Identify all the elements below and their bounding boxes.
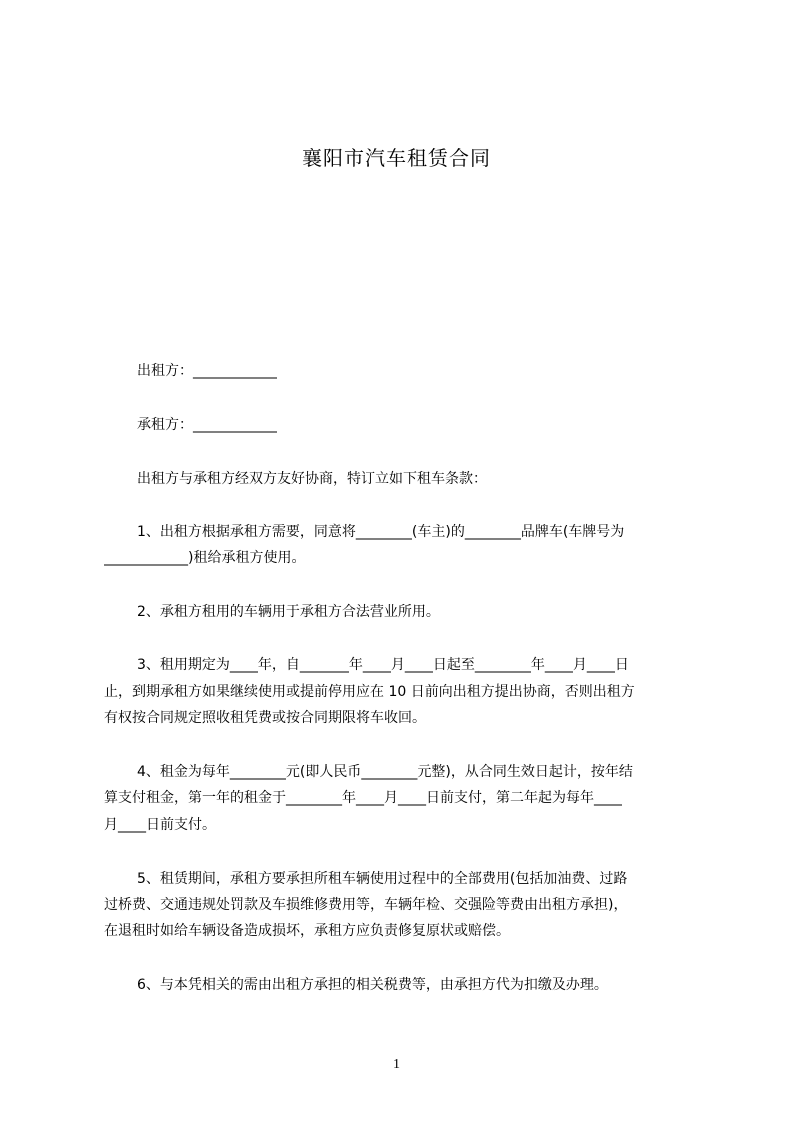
clause-6-line-1: 6、与本凭相关的需由出租方承担的相关税费等，由承担方代为扣缴及办理。 xyxy=(137,977,608,993)
lessee-line: 承租方：____________ xyxy=(137,417,277,433)
clause-5-line-2: 过桥费、交通违规处罚款及车损维修费用等，车辆年检、交强险等费由出租方承担)， xyxy=(104,897,628,913)
clause-3-line-1: 3、租用期定为____年，自_______年____月____日起至________年____月____日 xyxy=(137,657,629,673)
document-title: 襄阳市汽车租赁合同 xyxy=(302,146,491,170)
intro-paragraph: 出租方与承租方经双方友好协商，特订立如下租车条款： xyxy=(137,471,487,487)
clause-1-line-2: ____________)租给承租方使用。 xyxy=(104,550,306,566)
clause-4-line-3: 月____日前支付。 xyxy=(104,817,216,833)
clause-5-line-1: 5、租赁期间，承租方要承担所租车辆使用过程中的全部费用(包括加油费、过路 xyxy=(137,871,628,887)
lessor-line: 出租方：____________ xyxy=(137,363,277,379)
clause-3-line-2: 止，到期承租方如果继续使用或提前停用应在 10 日前向出租方提出协商，否则出租方 xyxy=(104,684,635,700)
clause-4-line-1: 4、租金为每年________元(即人民币________元整)，从合同生效日起计，按年结 xyxy=(137,764,633,780)
clause-3-line-3: 有权按合同规定照收租凭费或按合同期限将车收回。 xyxy=(104,710,426,726)
clause-4-line-2: 算支付租金，第一年的租金于________年____月____日前支付，第二年起为每年____ xyxy=(104,790,622,806)
clause-2-line-1: 2、承租方租用的车辆用于承租方合法营业所用。 xyxy=(137,604,440,620)
clause-5-line-3: 在退租时如给车辆设备造成损坏，承租方应负责修复原状或赔偿。 xyxy=(104,923,510,939)
clause-1-line-1: 1、出租方根据承租方需要，同意将________(车主)的________品牌车(车牌号为 xyxy=(137,524,625,540)
page-number: 1 xyxy=(393,1057,400,1072)
